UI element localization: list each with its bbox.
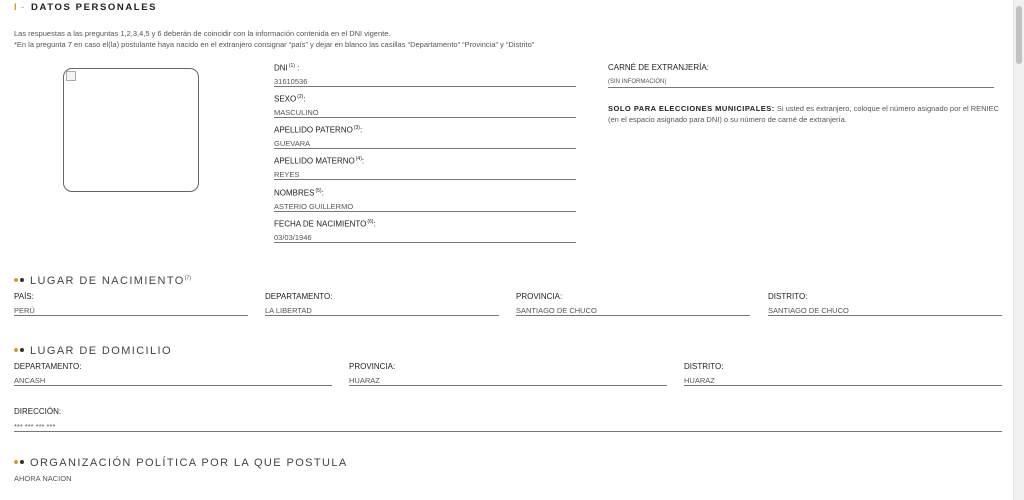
- domicilio-departamento-label: DEPARTAMENTO:: [14, 362, 82, 371]
- note-line-1: Las respuestas a las preguntas 1,2,3,4,5 y 6 deberán de coincidir con la información contenida en el DNI vigente.: [14, 29, 391, 38]
- municipal-info-text: Si usted es extranjero, coloque el número asignado por el RENIEC (en el espacio asignado para DNI) o su número de carné de extranjería.: [608, 104, 1000, 124]
- domicilio-provincia-value: HUARAZ: [349, 375, 667, 386]
- section-number: I: [14, 2, 19, 13]
- apellido-paterno-value: GUEVARA: [274, 138, 576, 149]
- note-line-2: *En la pregunta 7 en caso el(la) postulante haya nacido en el extranjero consignar “país” y dejar en blanco las casillas “Departamento” “Provincia” y “Distrito”: [14, 40, 535, 49]
- carne-extranjeria-value: (SIN INFORMACIÓN): [608, 77, 994, 88]
- direccion-value: *** *** *** ***: [14, 421, 1002, 432]
- nacimiento-pais-label: PAÍS:: [14, 292, 34, 301]
- carne-extranjeria-label: CARNÉ DE EXTRANJERÍA:: [608, 63, 709, 72]
- fecha-nacimiento-value: 03/03/1946: [274, 232, 576, 243]
- sexo-value: MASCULINO: [274, 107, 576, 118]
- bullet-dots-icon: [14, 273, 26, 285]
- domicilio-distrito-label: DISTRITO:: [684, 362, 724, 371]
- nacimiento-pais-value: PERÚ: [14, 305, 248, 316]
- bullet-dots-icon: [14, 343, 26, 355]
- municipal-info: [608, 103, 1000, 125]
- nombres-value: ASTERIO GUILLERMO: [274, 201, 576, 212]
- candidate-photo: [63, 68, 199, 192]
- nacimiento-provincia-label: PROVINCIA:: [516, 292, 563, 301]
- nacimiento-provincia-value: SANTIAGO DE CHUCO: [516, 305, 750, 316]
- domicilio-distrito-value: HUARAZ: [684, 375, 1002, 386]
- nacimiento-departamento-value: LA LIBERTAD: [265, 305, 499, 316]
- nombres-label: NOMBRES$^{(5)}$:: [274, 188, 324, 198]
- section-title-text: DATOS PERSONALES: [31, 2, 158, 13]
- section-dash: -: [21, 2, 27, 13]
- dni-label: DNI$^{(1)}$ :: [274, 63, 300, 73]
- bullet-dots-icon: [14, 455, 26, 467]
- dni-value: 31610536: [274, 76, 576, 87]
- broken-image-icon: [66, 71, 76, 81]
- direccion-label: DIRECCIÓN:: [14, 407, 62, 416]
- lugar-nacimiento-heading: LUGAR DE NACIMIENTO$^{(7)}$: [14, 273, 191, 287]
- organizacion-heading: ORGANIZACIÓN POLÍTICA POR LA QUE POSTULA: [14, 455, 348, 469]
- organizacion-value: AHORA NACION: [14, 474, 72, 483]
- section-title: [14, 2, 157, 13]
- domicilio-departamento-value: ANCASH: [14, 375, 332, 386]
- vertical-scrollbar[interactable]: [1013, 0, 1024, 500]
- nacimiento-distrito-value: SANTIAGO DE CHUCO: [768, 305, 1002, 316]
- lugar-domicilio-heading: LUGAR DE DOMICILIO: [14, 343, 172, 357]
- municipal-info-title: SOLO PARA ELECCIONES MUNICIPALES:: [608, 104, 775, 113]
- scrollbar-thumb[interactable]: [1016, 6, 1022, 64]
- fecha-nacimiento-label: FECHA DE NACIMIENTO$^{(6)}$:: [274, 219, 376, 229]
- sexo-label: SEXO$^{(2)}$:: [274, 94, 306, 104]
- domicilio-provincia-label: PROVINCIA:: [349, 362, 396, 371]
- apellido-paterno-label: APELLIDO PATERNO$^{(3)}$:: [274, 125, 363, 135]
- apellido-materno-value: REYES: [274, 169, 576, 180]
- nacimiento-departamento-label: DEPARTAMENTO:: [265, 292, 333, 301]
- apellido-materno-label: APELLIDO MATERNO$^{(4)}$:: [274, 156, 365, 166]
- nacimiento-distrito-label: DISTRITO:: [768, 292, 808, 301]
